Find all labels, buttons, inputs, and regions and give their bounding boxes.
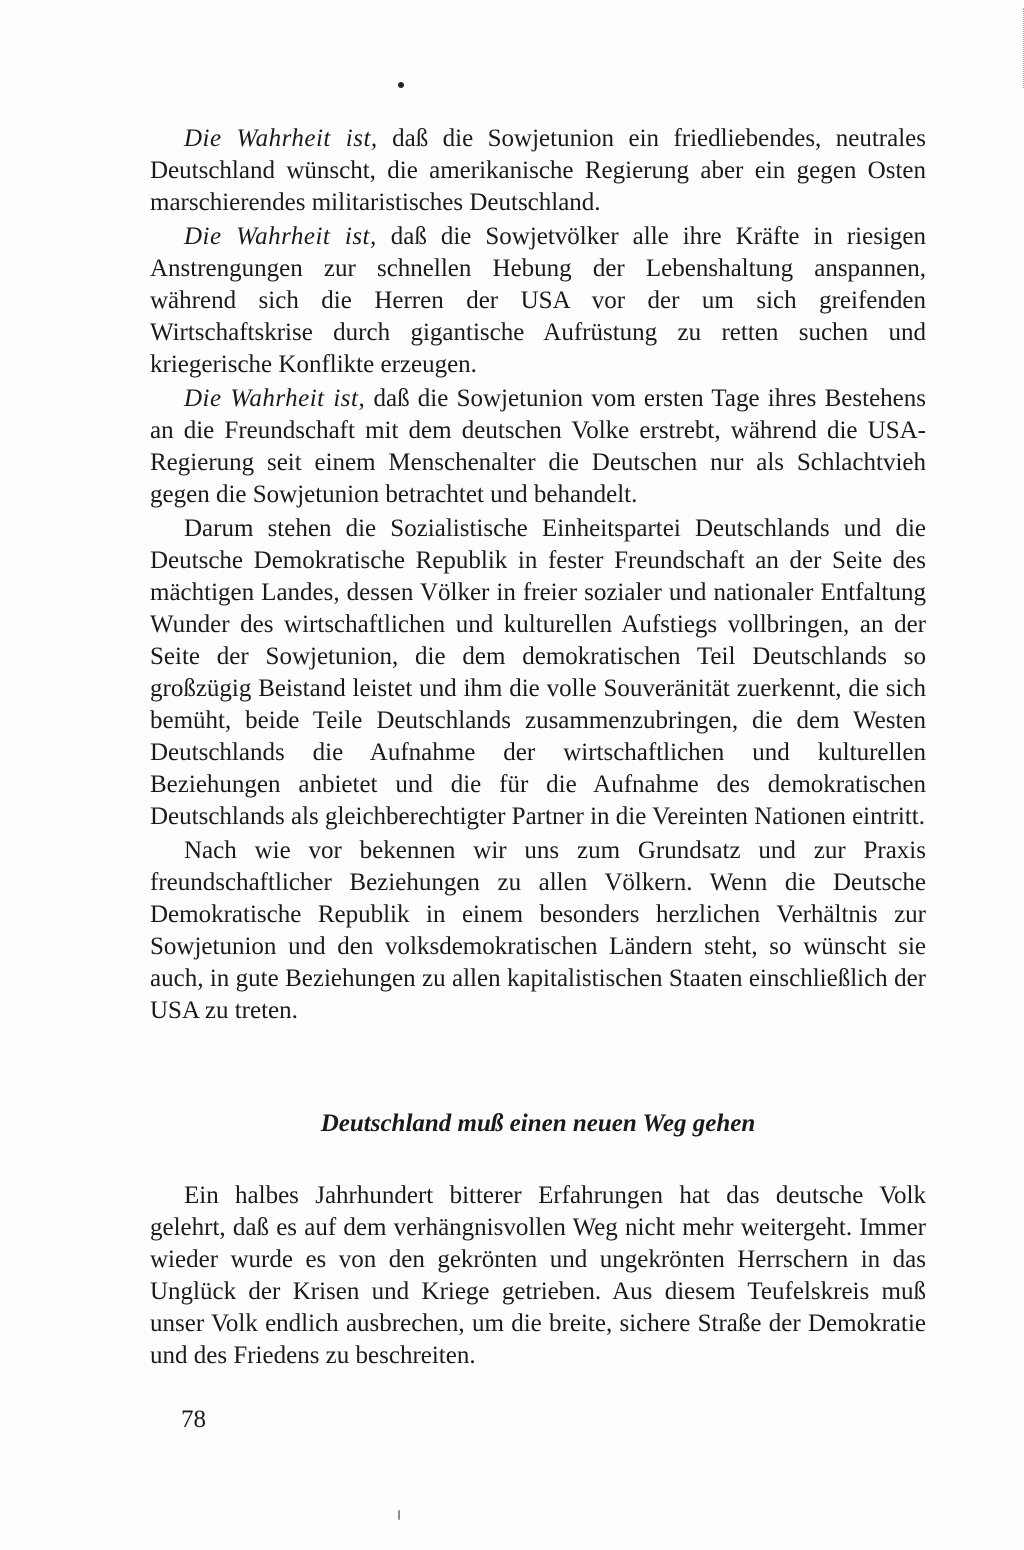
section-heading: Deutschland muß einen neuen Weg gehen (320, 1110, 756, 1137)
paragraph (150, 123, 926, 219)
paragraph (150, 1180, 926, 1372)
paragraph-lead: Die Wahrheit ist, (184, 125, 378, 152)
paragraph (150, 513, 926, 833)
paragraph-text: daß die Sowjetunion ein friedliebendes, neutrales Deutschland wünscht, die amerikanische Regierung aber ein gegen Osten marschierendes militaristisches Deutschland. (150, 125, 926, 216)
body-text-bottom (150, 1180, 926, 1372)
ink-speck (398, 1510, 400, 1520)
paragraph-text: daß die Sowjetvölker alle ihre Kräfte in riesigen Anstrengungen zur schnellen Hebung der Lebenshaltung anspannen, während sich die Herren der USA vor der um sich greifenden Wirtschaftskrise durch gigantische Aufrüstung zu retten suchen und kriegerische Konflikte erzeugen. (150, 223, 926, 378)
page-number: 78 (181, 1406, 206, 1433)
ink-speck (398, 82, 404, 88)
body-text-top (150, 123, 926, 1027)
paragraph-text: Darum stehen die Sozialistische Einheitspartei Deutschlands und die Deutsche Demokratische Republik in fester Freundschaft an der Seite des mächtigen Landes, dessen Völker in freier sozialer und nationaler Entfaltung Wunder des wirtschaftlichen und kulturellen Aufstiegs vollbringen, an der Seite der Sowjetunion, die dem demokratischen Teil Deutschlands so großzügig Beistand leistet und ihm die volle Souveränität zuerkennt, die sich bemüht, beide Teile Deutschlands zusammenzubringen, die dem Westen Deutschlands die Aufnahme der wirtschaftlichen und kulturellen Beziehungen anbietet und die für die Aufnahme des demokratischen Deutschlands als gleichberechtigter Partner in die Vereinten Nationen eintritt. (150, 515, 926, 830)
paragraph-text: daß die Sowjetunion vom ersten Tage ihres Bestehens an die Freundschaft mit dem deutschen Volke erstrebt, während die USA-Regierung seit einem Menschenalter die Deutschen nur als Schlachtvieh gegen die Sowjetunion betrachtet und behandelt. (150, 385, 926, 508)
paragraph-lead: Die Wahrheit ist, (184, 385, 366, 412)
paragraph-lead: Die Wahrheit ist, (184, 223, 377, 250)
paragraph-text: Nach wie vor bekennen wir uns zum Grundsatz und zur Praxis freundschaftlicher Beziehungen zu allen Völkern. Wenn die Deutsche Demokratische Republik in einem besonders herzlichen Verhältnis zur Sowjetunion und den volksdemokratischen Ländern steht, so wünscht sie auch, in gute Beziehungen zu allen kapitalistischen Staaten einschließlich der USA zu treten. (150, 837, 926, 1024)
paragraph-text: Ein halbes Jahrhundert bitterer Erfahrungen hat das deutsche Volk gelehrt, daß es auf dem verhängnisvollen Weg nicht mehr weitergeht. Immer wieder wurde es von den gekrönten und ungekrönten Herrschern in das Unglück der Krisen und Kriege getrieben. Aus diesem Teufelskreis muß unser Volk endlich ausbrechen, um die breite, sichere Straße der Demokratie und des Friedens zu beschreiten. (150, 1182, 926, 1369)
paragraph (150, 221, 926, 381)
paragraph (150, 835, 926, 1027)
paragraph (150, 383, 926, 511)
page-edge-mark (997, 8, 1024, 88)
